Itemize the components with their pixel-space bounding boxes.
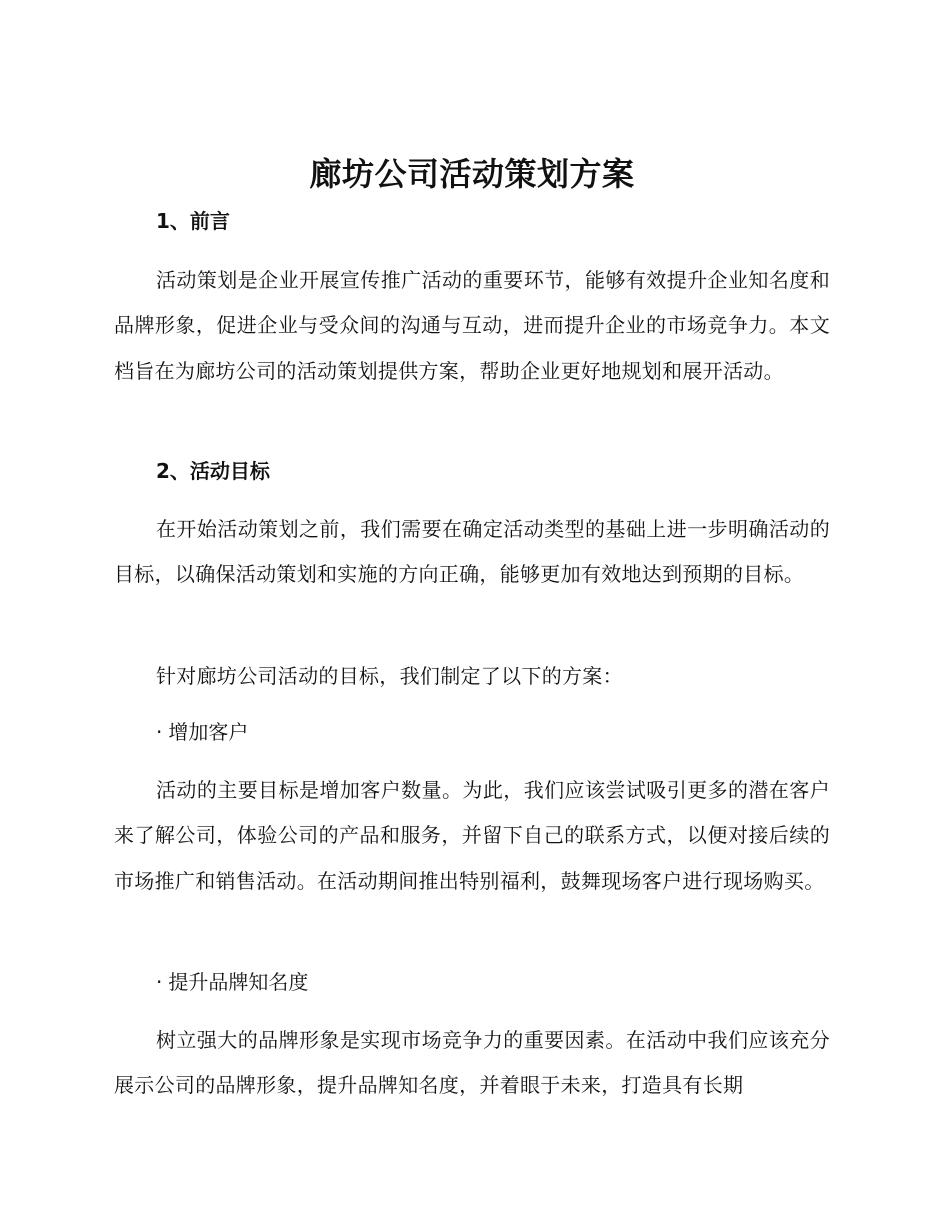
bullet-item-brand-awareness (156, 967, 308, 997)
brand-awareness-paragraph: 树立强大的品牌形象是实现市场竞争力的重要因素。在活动中我们应该充分展示公司的品牌形象，提升品牌知名度，并着眼于未来，打造具有长期 (114, 1028, 830, 1098)
bullet-item-increase-customers (156, 717, 248, 747)
increase-customers-paragraph: 活动的主要目标是增加客户数量。为此，我们应该尝试吸引更多的潜在客户来了解公司，体验公司的产品和服务，并留下自己的联系方式，以便对接后续的市场推广和销售活动。在活动期间推出特别福利，鼓舞现场客户进行现场购买。 (114, 778, 830, 893)
goals-paragraph: 在开始活动策划之前，我们需要在确定活动类型的基础上进一步明确活动的目标，以确保活动策划和实施的方向正确，能够更加有效地达到预期的目标。 (114, 517, 830, 587)
section-heading-preface: 1、前言 (156, 209, 230, 233)
section-heading-goals: 2、活动目标 (156, 459, 270, 483)
document-page (114, 0, 830, 1230)
bullet-label: 增加客户 (168, 720, 249, 744)
preface-paragraph: 活动策划是企业开展宣传推广活动的重要环节，能够有效提升企业知名度和品牌形象，促进企业与受众间的沟通与互动，进而提升企业的市场竞争力。本文档旨在为廊坊公司的活动策划提供方案，帮助企业更好地规划和展开活动。 (114, 268, 830, 383)
bullet-dot: · (156, 720, 163, 744)
bullet-label: 提升品牌知名度 (168, 970, 309, 994)
goals-intro-paragraph: 针对廊坊公司活动的目标，我们制定了以下的方案： (156, 664, 623, 688)
bullet-dot: · (156, 970, 163, 994)
document-title: 廊坊公司活动策划方案 (309, 155, 635, 193)
